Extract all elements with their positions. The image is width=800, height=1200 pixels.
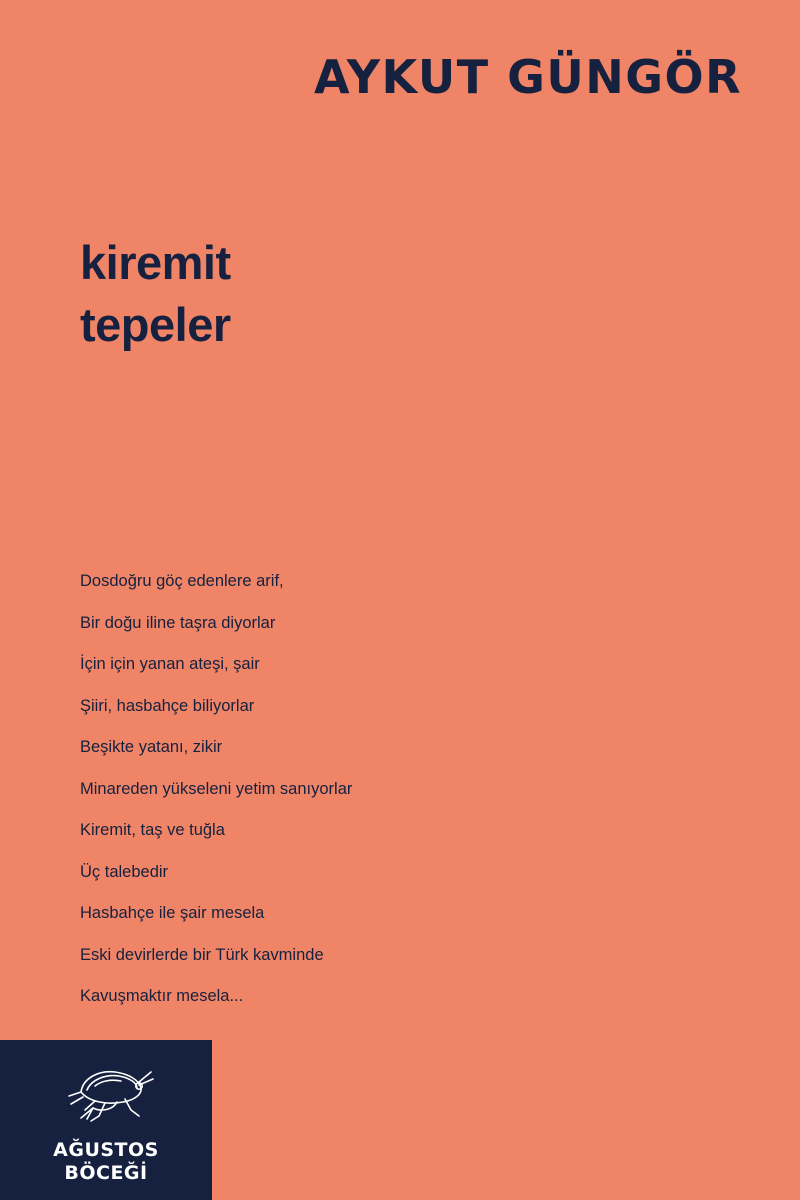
title-line-1: kiremit — [80, 236, 231, 289]
poem-line: Hasbahçe ile şair mesela — [80, 904, 265, 922]
poem-line: Şiiri, hasbahçe biliyorlar — [80, 696, 255, 715]
publisher-logo-block — [0, 1040, 212, 1200]
poem-line: Kavuşmaktır mesela... — [80, 987, 244, 1005]
grasshopper-icon — [51, 1052, 161, 1124]
poem-line: Kiremit, taş ve tuğla — [80, 821, 225, 839]
poem-excerpt — [80, 572, 352, 1029]
poem-line: Minareden yükseleni yetim sanıyorlar — [80, 779, 353, 798]
book-title — [80, 232, 231, 356]
poem-line: Bir doğu iline taşra diyorlar — [80, 613, 276, 632]
poem-line: Beşikte yatanı, zikir — [80, 738, 223, 756]
title-line-2: tepeler — [80, 298, 231, 352]
publisher-name — [0, 1139, 212, 1184]
publisher-name-line-1: AĞUSTOS — [53, 1139, 159, 1162]
publisher-name-line-2: BÖCEĞİ — [64, 1161, 148, 1184]
author-name: AYKUT GÜNGÖR — [314, 50, 742, 104]
poem-line: Eski devirlerde bir Türk kavminde — [80, 945, 324, 964]
poem-line: Dosdoğru göç edenlere arif, — [80, 572, 284, 590]
poem-line: İçin için yanan ateşi, şair — [80, 655, 260, 673]
poem-line: Üç talebedir — [80, 862, 169, 881]
